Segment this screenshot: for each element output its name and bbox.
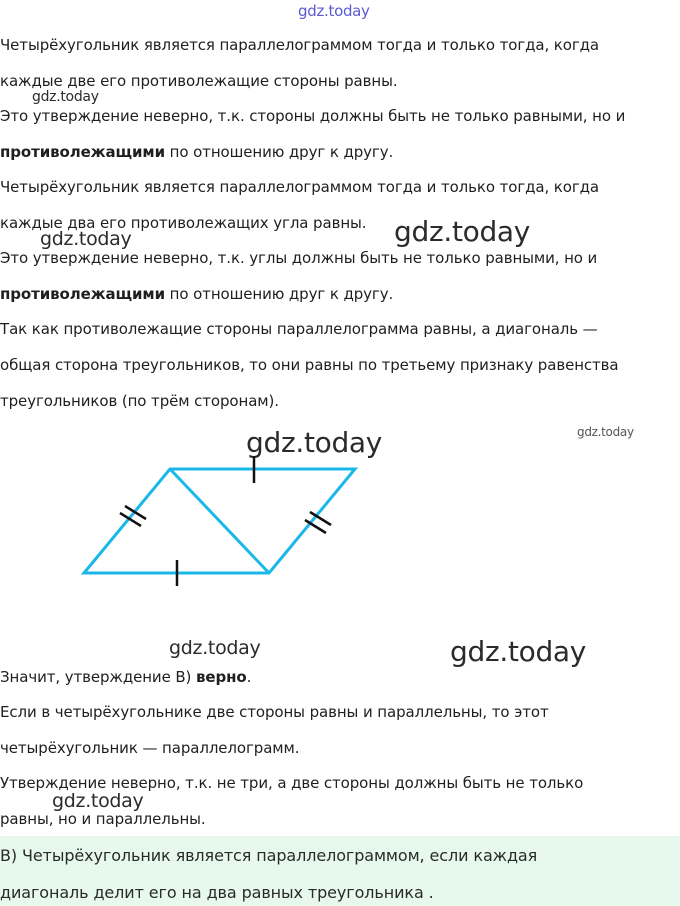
text-line: равны, но и параллельны. bbox=[0, 810, 206, 828]
diagonal bbox=[170, 469, 269, 573]
text-line: общая сторона треугольников, то они равны по третьему признаку равенства bbox=[0, 356, 619, 374]
watermark: gdz.today bbox=[40, 228, 132, 250]
verdict-true: верно bbox=[195, 668, 247, 686]
watermark-top: gdz.today bbox=[298, 2, 370, 20]
bold-term: противолежащими bbox=[0, 143, 165, 161]
text-line: Четырёхугольник является параллелограммом тогда и только тогда, когда bbox=[0, 36, 599, 54]
text-line: Это утверждение неверно, т.к. стороны должны быть не только равными, но и bbox=[0, 107, 626, 125]
parallelogram-shape bbox=[84, 469, 355, 573]
text-line: Это утверждение неверно, т.к. углы должны быть не только равными, но и bbox=[0, 249, 598, 267]
watermark: gdz.today bbox=[246, 426, 383, 459]
answer-highlight-box bbox=[0, 836, 680, 906]
text-span: Значит, утверждение В) bbox=[0, 668, 196, 686]
text-line: Если в четырёхугольнике две стороны равны и параллельны, то этот bbox=[0, 703, 549, 721]
text-line bbox=[0, 667, 251, 687]
text-span: . bbox=[246, 668, 252, 686]
equal-side-marks bbox=[120, 456, 331, 586]
text-line: четырёхугольник — параллелограмм. bbox=[0, 739, 300, 757]
watermark: gdz.today bbox=[32, 89, 99, 105]
text-line: Четырёхугольник является параллелограммом тогда и только тогда, когда bbox=[0, 178, 599, 196]
watermark: gdz.today bbox=[169, 637, 261, 659]
text-span: по отношению друг к другу. bbox=[164, 143, 394, 161]
text-span: по отношению друг к другу. bbox=[164, 285, 394, 303]
text-line: каждые две его противолежащие стороны равны. bbox=[0, 72, 398, 90]
bold-term: противолежащими bbox=[0, 285, 165, 303]
watermark: gdz.today bbox=[577, 425, 634, 439]
watermark: gdz.today bbox=[394, 215, 531, 248]
watermark: gdz.today bbox=[450, 635, 587, 668]
text-line: треугольников (по трём сторонам). bbox=[0, 392, 279, 410]
watermark: gdz.today bbox=[52, 790, 144, 812]
text-line: Утверждение неверно, т.к. не три, а две стороны должны быть не только bbox=[0, 774, 584, 792]
text-line: каждые два его противолежащих угла равны. bbox=[0, 214, 367, 232]
answer-line: диагональ делит его на два равных треугольника . bbox=[0, 883, 434, 902]
text-line: Так как противолежащие стороны параллелограмма равны, а диагональ — bbox=[0, 320, 598, 338]
answer-line: В) Четырёхугольник является параллелограммом, если каждая bbox=[0, 846, 538, 865]
